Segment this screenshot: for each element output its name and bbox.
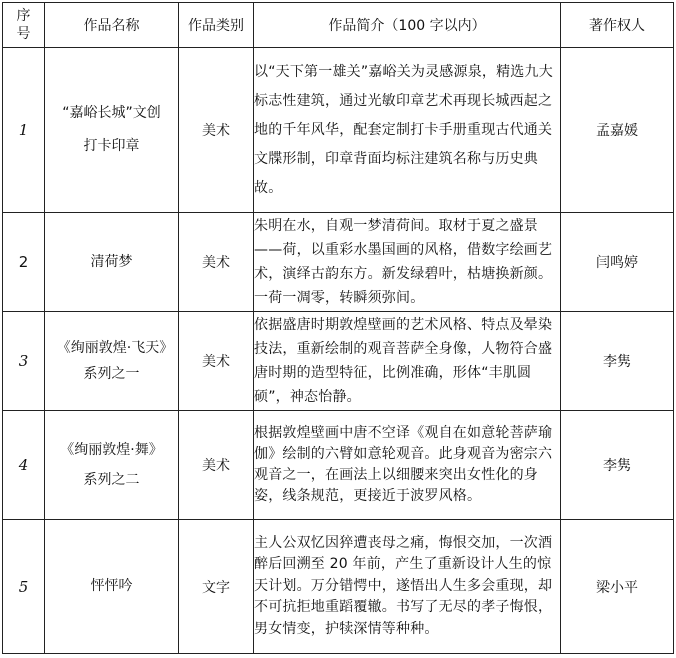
header-no: 序号 <box>3 3 45 48</box>
work-intro: 依据盛唐时期敦煌壁画的艺术风格、特点及晕染技法，重新绘制的观音菩萨全身像，人物符合盛唐时期的造型特征，比例准确，形体“丰肌圆硕”，神态怡静。 <box>254 312 561 411</box>
work-name: 《绚丽敦煌·舞》系列之二 <box>45 411 179 520</box>
table-row <box>3 411 674 520</box>
work-name: “嘉峪长城”文创打卡印章 <box>45 48 179 213</box>
header-author: 著作权人 <box>561 3 674 48</box>
work-author: 梁小平 <box>561 520 674 654</box>
work-name: 清荷梦 <box>45 213 179 312</box>
work-category: 美术 <box>179 411 254 520</box>
work-author: 李隽 <box>561 411 674 520</box>
row-number: 2 <box>3 213 45 312</box>
work-category: 美术 <box>179 213 254 312</box>
work-intro: 以“天下第一雄关”嘉峪关为灵感源泉，精选九大标志性建筑，通过光敏印章艺术再现长城西起之地的千年风华，配套定制打卡手册重现古代通关文牒形制，印章背面均标注建筑名称与历史典故。 <box>254 48 561 213</box>
work-intro: 主人公双忆因猝遭丧母之痛，悔恨交加，一次酒醉后回溯至 20 年前，产生了重新设计人生的惊天计划。万分错愕中，遂悟出人生多会重现，却不可抗拒地重蹈覆辙。书写了无尽的孝子悔恨，男女情变，护犊深情等种种。 <box>254 520 561 654</box>
work-intro: 根据敦煌壁画中唐不空译《观自在如意轮菩萨瑜伽》绘制的六臂如意轮观音。此身观音为密宗六观音之一，在画法上以细腰来突出女性化的身姿，线条规范，更接近于波罗风格。 <box>254 411 561 520</box>
header-row <box>3 3 674 48</box>
table-row <box>3 312 674 411</box>
table-row <box>3 213 674 312</box>
work-intro: 朱明在水，自观一梦清荷间。取材于夏之盛景——荷，以重彩水墨国画的风格，借数字绘画艺术，演绎古韵东方。新发绿碧叶，枯塘换新颜。一荷一凋零，转瞬须弥间。 <box>254 213 561 312</box>
table-row <box>3 520 674 654</box>
work-name: 《绚丽敦煌·飞天》系列之一 <box>45 312 179 411</box>
row-number: 1 <box>3 48 45 213</box>
row-number: 3 <box>3 312 45 411</box>
work-category: 美术 <box>179 48 254 213</box>
work-author: 闫鸣婷 <box>561 213 674 312</box>
work-author: 李隽 <box>561 312 674 411</box>
work-name: 怦怦吟 <box>45 520 179 654</box>
work-category: 文字 <box>179 520 254 654</box>
header-name: 作品名称 <box>45 3 179 48</box>
work-category: 美术 <box>179 312 254 411</box>
work-author: 孟嘉媛 <box>561 48 674 213</box>
row-number: 5 <box>3 520 45 654</box>
header-intro: 作品简介（100 字以内） <box>254 3 561 48</box>
row-number: 4 <box>3 411 45 520</box>
works-table <box>2 2 674 654</box>
table-row <box>3 48 674 213</box>
header-category: 作品类别 <box>179 3 254 48</box>
